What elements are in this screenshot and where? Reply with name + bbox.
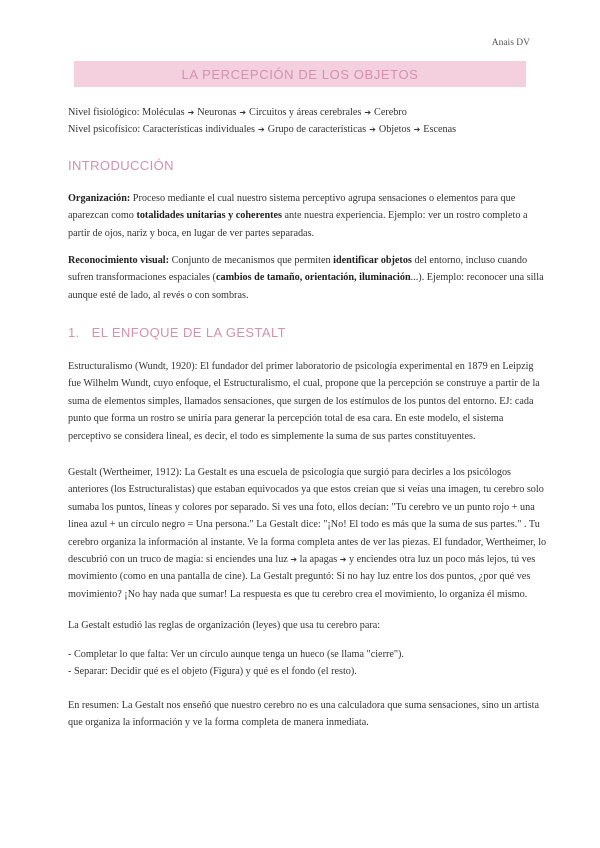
arrow-right-icon: ➔ xyxy=(258,125,265,134)
paragraph-resumen: En resumen: La Gestalt nos enseñó que nuestro cerebro no es una calculadora que suma sensaciones, sino un artista que organiza la información y ve la forma completa de manera inmediata. xyxy=(68,700,540,729)
text-span: y enciendes otra luz un poco más lejos, tú ves movimiento (como en una pantalla de cine). La Gestalt preguntó: Si no hay luz entre los dos puntos, ¿por qué ves movimiento? ¡No hay nada que sumar! La respuesta es que tu cerebro crea el movimiento, lo organiza él mismo. xyxy=(68,554,536,600)
level-label: Nivel psicofísico: xyxy=(68,124,141,135)
list-item: - Completar lo que falta: Ver un círculo aunque tenga un hueco (se llama "cierre"). xyxy=(68,649,404,660)
text-span: del entorno, incluso cuando sufren transformaciones espaciales ( xyxy=(68,255,528,284)
title-banner xyxy=(74,61,526,87)
heading-introduction: INTRODUCCIÓN xyxy=(68,158,174,173)
arrow-right-icon: ➔ xyxy=(239,108,247,117)
term-organizacion: Organización: xyxy=(68,193,131,204)
level-item: Características individuales xyxy=(142,124,256,135)
levels-list xyxy=(68,104,548,138)
text-span: Proceso mediante el cual nuestro sistema perceptivo agrupa sensaciones o elementos para que aparezcan como xyxy=(68,193,516,222)
bold-phrase: totalidades unitarias y coherentes xyxy=(136,210,282,222)
arrow-right-icon: ➔ xyxy=(364,108,372,117)
arrow-right-icon: ➔ xyxy=(290,555,298,565)
paragraph-leyes-intro: La Gestalt estudió las reglas de organización (leyes) que usa tu cerebro para: xyxy=(68,620,381,631)
list-item: - Separar: Decidir qué es el objeto (Figura) y qué es el fondo (el resto). xyxy=(68,666,357,678)
term-reconocimiento: Reconocimiento visual: xyxy=(68,255,170,266)
heading-section-1 xyxy=(68,325,286,340)
text-span: ante nuestra experiencia. Ejemplo: ver un rostro completo a partir de ojos, nariz y boca, en lugar de ver partes separadas. xyxy=(68,210,528,239)
level-item: Escenas xyxy=(423,124,457,135)
level-item: Circuitos y áreas cerebrales xyxy=(249,107,362,118)
paragraph-reconocimiento xyxy=(68,252,548,304)
bold-phrase: identificar objetos xyxy=(333,255,412,266)
bold-phrase: cambios de tamaño, orientación, iluminación xyxy=(215,272,411,284)
arrow-right-icon: ➔ xyxy=(187,108,195,117)
level-row-psychophysical xyxy=(68,121,548,138)
section-title: EL ENFOQUE DE LA GESTALT xyxy=(91,325,286,340)
level-item: Moléculas xyxy=(142,107,185,118)
paragraph-estructuralismo: Estructuralismo (Wundt, 1920): El fundador del primer laboratorio de psicología experimental en 1879 en Leipzig fue Wilhelm Wundt, cuyo enfoque, el Estructuralismo, el cual, propone que la percepción se construye a partir de la suma de elementos simples, llamados sensaciones, que surgen de los estímulos de los puntos del entorno. EJ: cada punto que forma un rostro se uniría para generar la percepción total de esa cara. En este modelo, el sistema perceptivo se considera lineal, es decir, el todo es simplemente la suma de sus partes constituyentes. xyxy=(68,361,540,442)
arrow-right-icon: ➔ xyxy=(369,125,376,134)
text-span: la apagas xyxy=(297,554,340,566)
arrow-right-icon: ➔ xyxy=(413,125,421,134)
paragraph-organizacion xyxy=(68,190,548,242)
section-number: 1. xyxy=(68,325,80,340)
level-item: Neuronas xyxy=(197,107,237,118)
level-item: Cerebro xyxy=(374,107,407,118)
text-span: Conjunto de mecanismos que permiten xyxy=(169,255,334,266)
level-item: Objetos xyxy=(378,124,411,135)
text-span: Gestalt (Wertheimer, 1912): La Gestalt es una escuela de psicología que surgió para decirles a los psicólogos anteriores (los Estructuralistas) que estaban equivocados ya que estos creían que si veías una imagen, tu cerebro solo sumaba los puntos, líneas y colores por separado. Si ves una foto, ellos decían: "Tu cerebro ve un punto rojo + una línea azul + un círculo negro = Una persona." La Gestalt dice: "¡No! El todo es más que la suma de sus partes." . Tu cerebro organiza la información al instante. Ve la forma completa antes de ver las piezas. El fundador, Wertheimer, lo descubrió con un truco de magia: si enciendes una luz xyxy=(68,467,547,566)
level-row-physiological xyxy=(68,104,548,121)
text-span: ...). Ejemplo: reconocer una silla aunque esté de lado, al revés o con sombras. xyxy=(68,272,544,301)
paragraph-gestalt xyxy=(68,464,548,603)
arrow-right-icon: ➔ xyxy=(339,555,347,565)
level-label: Nivel fisiológico: xyxy=(68,107,140,118)
author-name: Anais DV xyxy=(491,38,530,48)
list-leyes xyxy=(68,646,548,681)
page-title: LA PERCEPCIÓN DE LOS OBJETOS xyxy=(181,66,419,82)
level-item: Grupo de características xyxy=(267,124,367,135)
